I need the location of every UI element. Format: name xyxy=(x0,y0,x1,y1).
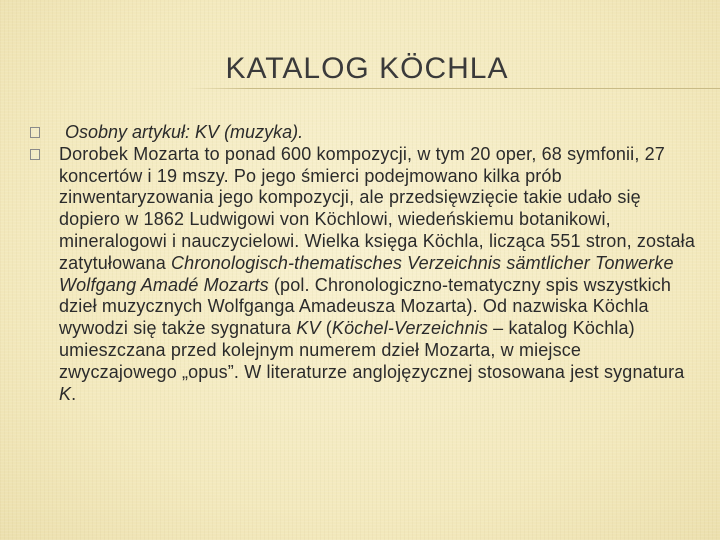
bullet-item-1 xyxy=(30,122,702,144)
original-catalog-title: Chronologisch-thematisches Verzeichnis sämtlicher Tonwerke Wolfgang Amadé Mozarts xyxy=(59,252,674,295)
square-bullet-icon xyxy=(30,149,40,160)
bullet-item-2 xyxy=(30,144,702,406)
kochel-verzeichnis-term: Köchel-Verzeichnis xyxy=(331,318,489,339)
title-divider xyxy=(186,88,720,89)
bullet-2-text-part-1: Dorobek Mozarta to ponad 600 kompozycji, w tym 20 oper, 68 symfonii, 27 koncertów i 19 mszy. Po jego śmierci podejmowano kilka prób zinwentaryzowania jego kompozycji, ale przedsięwzięcie takie udało się dopiero w 1862 Ludwigowi von Köchlowi, wiedeńskiemu botanikowi, mineralogowi i nauczycielowi. Wielka księga Köchla, licząca 551 stron, została zatytułowana xyxy=(59,143,695,273)
bullet-2-text-part-5: . xyxy=(71,383,77,404)
bullet-2-text-part-2: (pol. Chronologiczno-tematyczny spis wszystkich dzieł muzycznych Wolfganga Amadeusza Mozarta). Od nazwiska Köchla wywodzi się także sygnatura xyxy=(59,274,672,339)
slide-content xyxy=(30,122,702,405)
kv-sign: KV xyxy=(296,318,321,339)
k-sign: K xyxy=(59,383,72,404)
bullet-2-text-part-3: ( xyxy=(320,318,332,339)
square-bullet-icon xyxy=(30,127,40,138)
bullet-2-text-part-4: – katalog Köchla) umieszczana przed kolejnym numerem dzieł Mozarta, w miejsce zwyczajowego „opus”. W literaturze anglojęzycznej stosowana jest sygnatura xyxy=(59,318,685,382)
slide-title: KATALOG KÖCHLA xyxy=(225,52,509,85)
bullet-1-text: Osobny artykuł: KV (muzyka). xyxy=(65,122,304,142)
bullet-2-text xyxy=(59,144,695,404)
